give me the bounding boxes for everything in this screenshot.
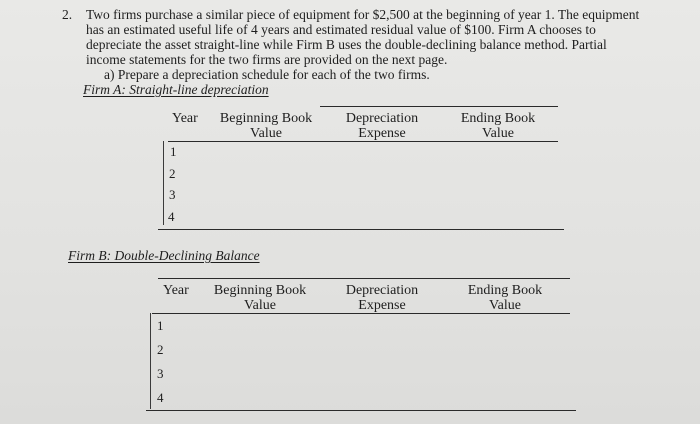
firm-b-col-year: Year [163,283,189,298]
firm-b-bottom-rule [146,410,576,411]
firm-b-top-rule [158,278,570,279]
firm-b-col-ending-book-value: Ending Book Value [467,283,543,313]
firm-b-year-4: 4 [157,390,164,405]
firm-a-year-4: 4 [168,209,175,224]
firm-a-year-1: 1 [170,144,177,159]
question-line-1: Two firms purchase a similar piece of equipment for $2,500 at the beginning of year 1. The equipment [86,7,640,22]
firm-b-year-3: 3 [157,366,164,381]
firm-a-bottom-rule [158,229,564,230]
firm-b-year-1: 1 [157,318,164,333]
question-line-3: depreciate the asset straight-line while Firm B uses the double-declining balance method. Partial [86,37,607,52]
question-number: 2. [62,7,73,22]
firm-b-year-divider [150,313,151,409]
firm-a-col-year: Year [172,111,198,126]
firm-b-year-2: 2 [157,342,164,357]
firm-a-col-beginning-book-value: Beginning Book Value [219,111,313,141]
firm-b-col-depreciation-expense: Depreciation Expense [345,283,419,313]
firm-a-year-divider [163,141,164,225]
firm-a-col-ending-book-value: Ending Book Value [460,111,536,141]
firm-a-heading: Firm A: Straight-line depreciation [83,82,269,97]
firm-a-header-rule [168,141,558,142]
firm-b-heading: Firm B: Double-Declining Balance [68,248,260,263]
question-line-4: income statements for the two firms are provided on the next page. [86,52,448,67]
firm-b-col-beginning-book-value: Beginning Book Value [213,283,307,313]
firm-a-year-2: 2 [169,166,176,181]
firm-a-top-rule [320,106,558,107]
firm-b-header-rule [152,313,570,314]
question-line-2: has an estimated useful life of 4 years and estimated residual value of $100. Firm A chooses to [86,22,596,37]
firm-a-year-3: 3 [169,187,176,202]
part-a-instruction: a) Prepare a depreciation schedule for each of the two firms. [104,67,430,82]
firm-a-col-depreciation-expense: Depreciation Expense [345,111,419,141]
